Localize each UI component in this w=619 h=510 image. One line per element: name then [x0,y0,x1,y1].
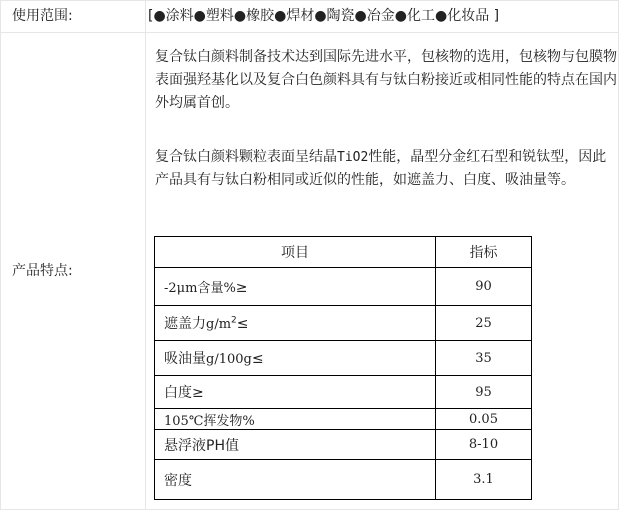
row-item-text: 悬浮液PH值 [164,437,239,454]
row-item [155,409,436,430]
row-value: 0.05 [436,409,532,430]
row-value: 8-10 [436,430,532,460]
row-item-text: 吸油量 [164,351,206,367]
row-value: 3.1 [436,460,532,500]
row-item-suffix: ≥ [192,385,204,401]
row-item [155,341,436,376]
column-divider-middle [145,0,146,510]
table-row [155,268,532,306]
spec-table [154,236,532,500]
row-value: 95 [436,376,532,409]
usage-label: 使用范围: [12,8,73,24]
row-item-unit: g/m [206,317,232,332]
row-item-superscript: 2 [231,315,237,326]
row-item-suffix: ≤ [236,316,249,332]
header-item: 项目 [155,237,436,268]
table-row [155,306,532,341]
paragraph-2-code: TiO2 [337,150,369,165]
row-value: 25 [436,306,532,341]
paragraph-2-text-b: 性能，晶型分金红石型和锐钛型，因此产品具有与钛白粉相同或近似的性能，如遮盖力、白度、吸油量等。 [155,149,607,188]
row-item-suffix: ≥ [235,280,248,296]
row-item [155,376,436,409]
table-row [155,409,532,430]
row-value: 90 [436,268,532,306]
row-item-text: -2μm含量% [164,281,236,296]
row-divider-middle [0,32,619,33]
paragraph-2-text-a: 复合钛白颜料颗粒表面呈结晶 [155,149,337,165]
table-row [155,341,532,376]
row-item-suffix: ≤ [251,351,264,367]
table-row [155,376,532,409]
row-item-text: 105℃挥发物% [164,413,255,429]
row-item [155,430,436,460]
row-item-text: 遮盖力 [164,316,206,332]
row-value: 35 [436,341,532,376]
column-divider-left [0,0,1,510]
features-paragraph-1: 复合钛白颜料制备技术达到国际先进水平，包核物的选用，包核物与包膜物表面强羟基化以及复合白色颜料具有与钛白粉接近或相同性能的特点在国内外均属首创。 [155,49,617,111]
row-divider-top [0,0,619,1]
row-item [155,306,436,341]
spec-table-header [155,237,532,268]
table-row [155,460,532,500]
features-label: 产品特点: [12,263,73,279]
row-item-text: 白度 [164,385,192,401]
row-item-unit: g/100g [206,352,252,367]
row-item [155,460,436,500]
row-item-text: 密度 [164,472,192,489]
row-item [155,268,436,306]
table-row [155,430,532,460]
header-value: 指标 [436,237,532,268]
usage-value: [●涂料●塑料●橡胶●焊材●陶瓷●冶金●化工●化妆品 ] [148,8,500,24]
features-paragraph-2 [155,146,617,192]
